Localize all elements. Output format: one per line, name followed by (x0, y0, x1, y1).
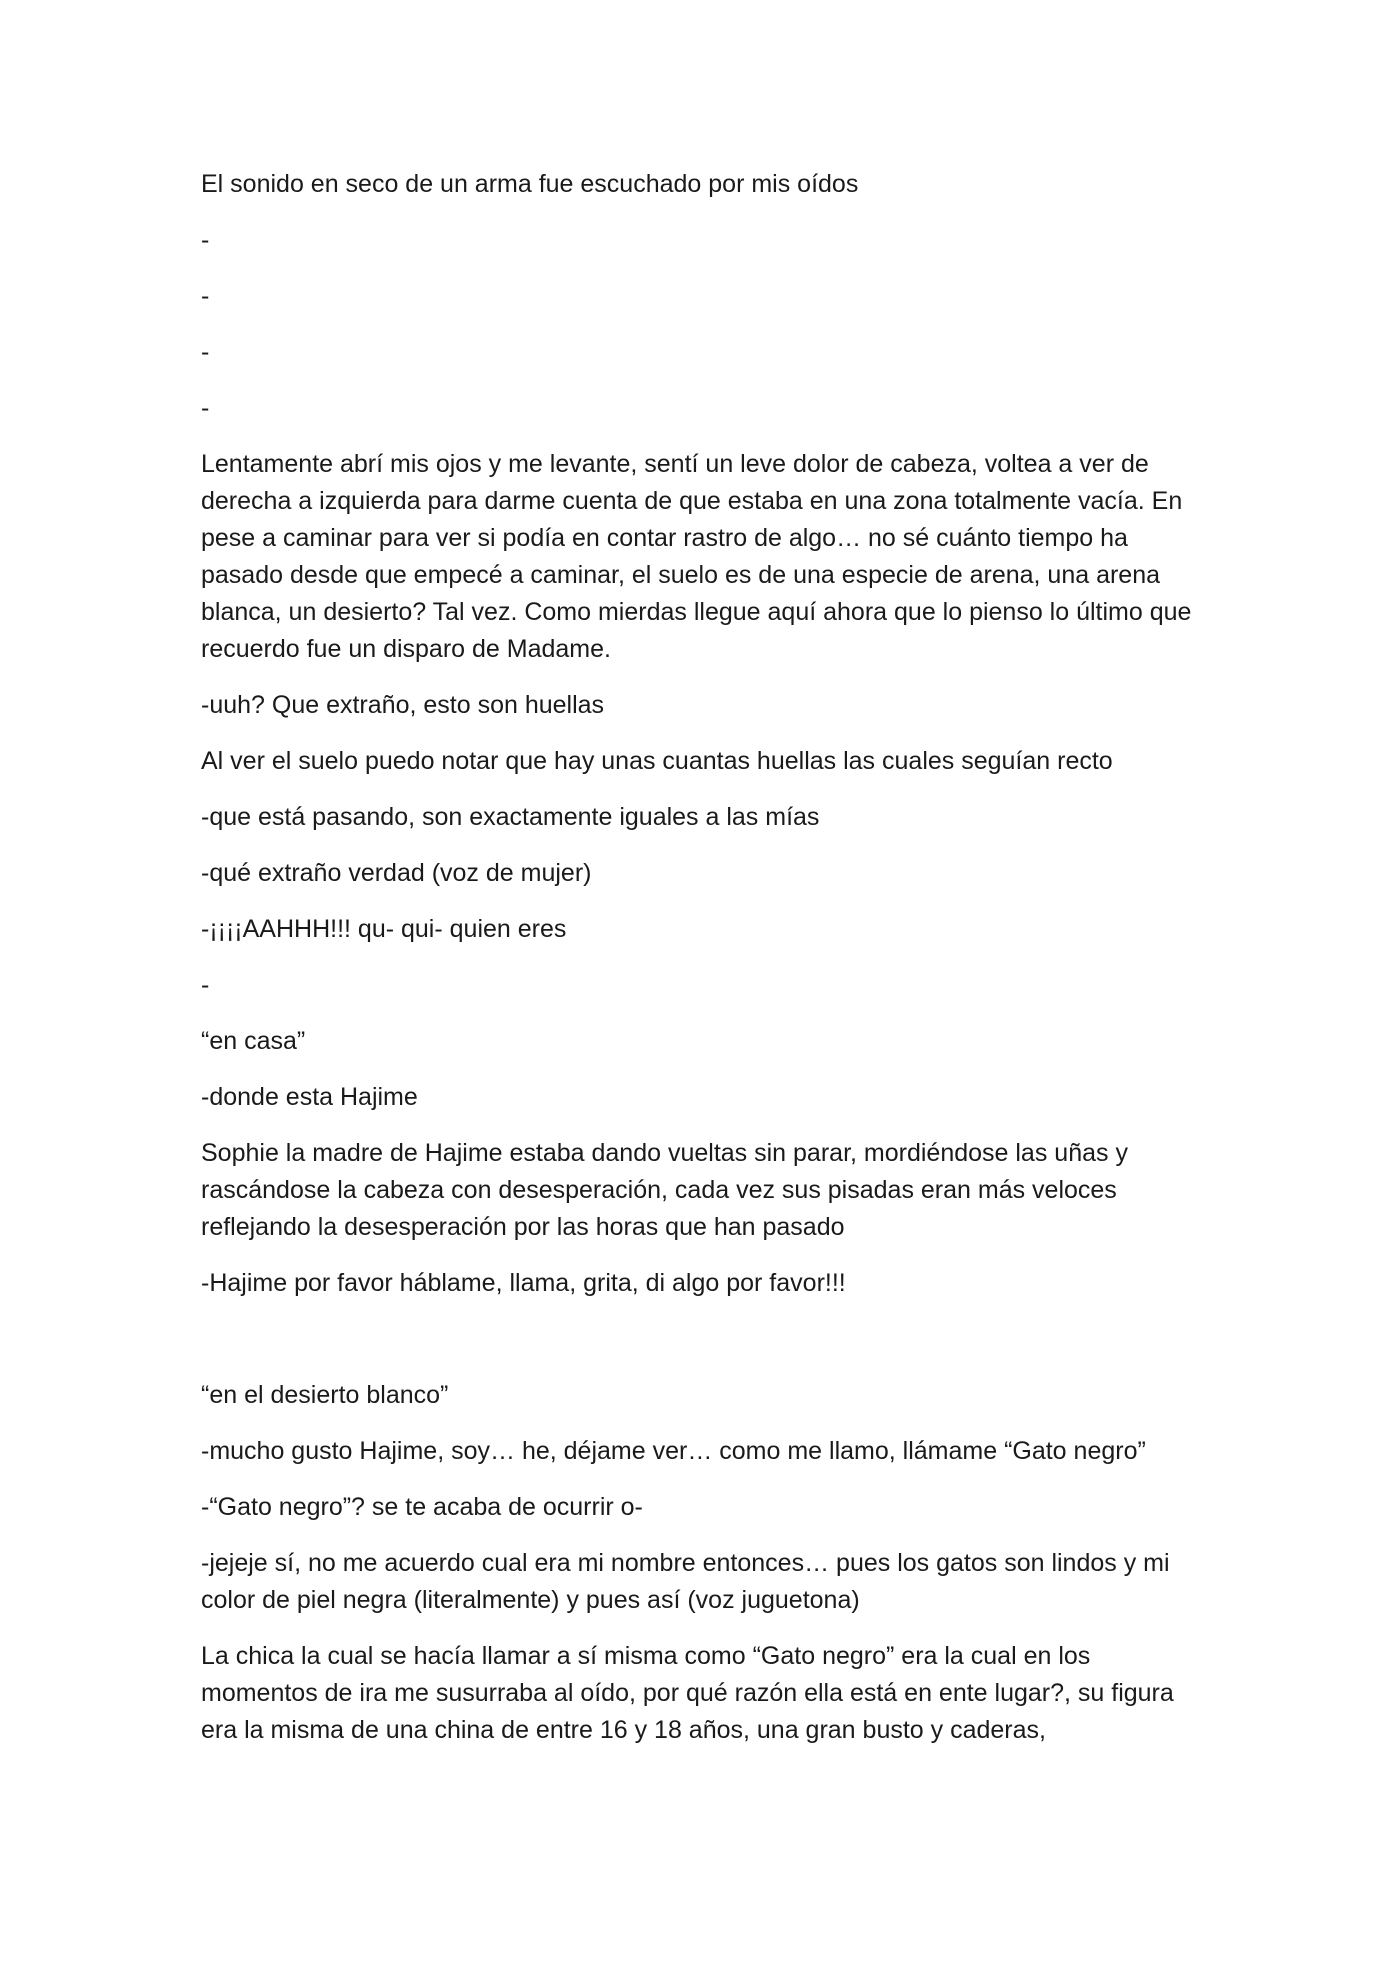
scene-heading: “en casa” (201, 1027, 306, 1055)
section-dash: - (201, 338, 210, 366)
scene-heading: “en el desierto blanco” (201, 1381, 449, 1409)
dialogue-line: -jejeje sí, no me acuerdo cual era mi nombre entonces… pues los gatos son lindos y mi color de piel negra (literalmente) y pues así (voz juguetona) (201, 1549, 1170, 1614)
paragraph-footprints: Al ver el suelo puedo notar que hay unas cuantas huellas las cuales seguían recto (201, 747, 1113, 775)
paragraph-gato-negro: La chica la cual se hacía llamar a sí misma como “Gato negro” era la cual en los momentos de ira me susurraba al oído, por qué razón ella está en ente lugar?, su figura era la misma de una china de entre 16 y 18 años, una gran busto y caderas, (201, 1642, 1174, 1744)
dialogue-line: -uuh? Que extraño, esto son huellas (201, 691, 605, 719)
dialogue-line: -“Gato negro”? se te acaba de ocurrir o- (201, 1493, 643, 1521)
dialogue-line: -donde esta Hajime (201, 1083, 418, 1111)
dialogue-line: -mucho gusto Hajime, soy… he, déjame ver… como me llamo, llámame “Gato negro” (201, 1437, 1146, 1465)
dialogue-line: -¡¡¡¡AAHHH!!! qu- qui- quien eres (201, 915, 567, 943)
blank-line (201, 1321, 1206, 1377)
section-dash: - (201, 971, 210, 999)
section-dash: - (201, 282, 210, 310)
paragraph-awakening: Lentamente abrí mis ojos y me levante, sentí un leve dolor de cabeza, voltea a ver de derecha a izquierda para darme cuenta de que estaba en una zona totalmente vacía. En pese a caminar para ver si podía en contar rastro de algo… no sé cuánto tiempo ha pasado desde que empecé a caminar, el suelo es de una especie de arena, una arena blanca, un desierto? Tal vez. Como mierdas llegue aquí ahora que lo pienso lo último que recuerdo fue un disparo de Madame. (201, 450, 1192, 663)
document-body (201, 166, 1206, 1768)
dialogue-line: -qué extraño verdad (voz de mujer) (201, 859, 592, 887)
dialogue-line: -Hajime por favor háblame, llama, grita, di algo por favor!!! (201, 1269, 846, 1297)
paragraph-gunshot: El sonido en seco de un arma fue escuchado por mis oídos (201, 170, 859, 198)
dialogue-line: -que está pasando, son exactamente iguales a las mías (201, 803, 820, 831)
paragraph-sophie: Sophie la madre de Hajime estaba dando vueltas sin parar, mordiéndose las uñas y rascándose la cabeza con desesperación, cada vez sus pisadas eran más veloces reflejando la desesperación por las horas que han pasado (201, 1139, 1128, 1241)
section-dash: - (201, 394, 210, 422)
section-dash: - (201, 226, 210, 254)
